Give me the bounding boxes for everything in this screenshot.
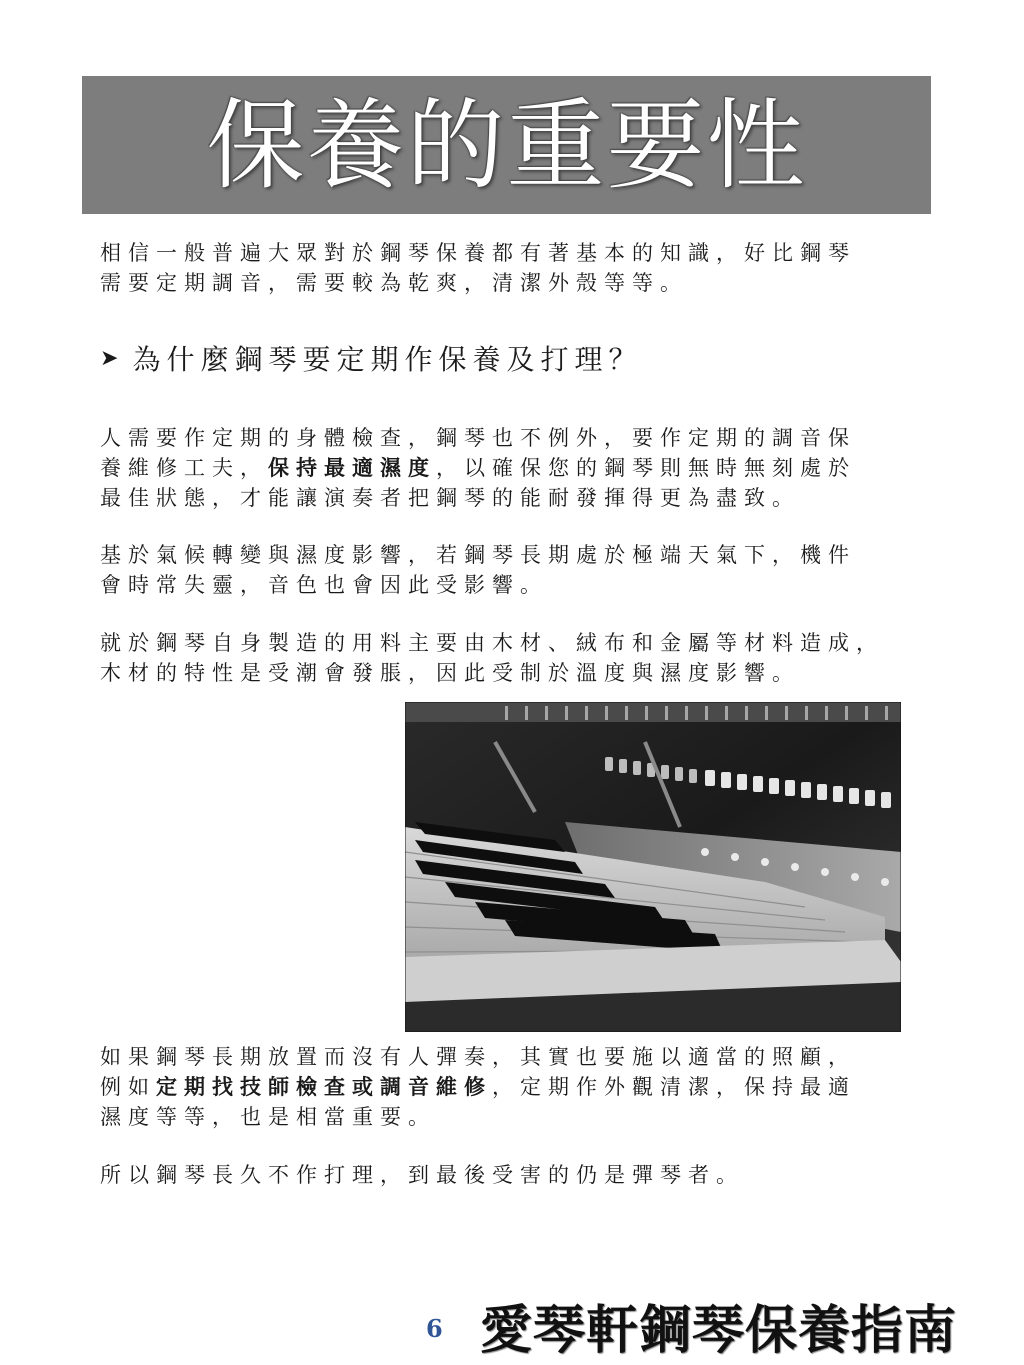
paragraph-checkup-line-1: 人需要作定期的身體檢查，鋼琴也不例外，要作定期的調音保 bbox=[100, 426, 856, 450]
paragraph-idle-care-line-2 bbox=[100, 1072, 950, 1102]
paragraph-checkup bbox=[100, 423, 950, 513]
section-question bbox=[100, 338, 642, 378]
text-run: ，以確保您的鋼琴則無時無刻處於 bbox=[436, 456, 856, 480]
text-run: 養維修工夫， bbox=[100, 456, 268, 480]
text-run: ，定期作外觀清潔，保持最適 bbox=[492, 1075, 856, 1099]
piano-action-photo bbox=[405, 702, 901, 1032]
emphasis-humidity: 保持最適濕度 bbox=[268, 456, 436, 480]
question-text: 為什麼鋼琴要定期作保養及打理？ bbox=[132, 343, 643, 376]
title-banner bbox=[82, 76, 931, 214]
intro-line-2: 需要定期調音，需要較為乾爽，清潔外殼等等。 bbox=[100, 271, 688, 295]
text-run: 例如 bbox=[100, 1075, 156, 1099]
intro-paragraph bbox=[100, 238, 950, 298]
paragraph-materials-line-1: 就於鋼琴自身製造的用料主要由木材、絨布和金屬等材料造成， bbox=[100, 631, 884, 655]
page-title: 保養的重要性 bbox=[206, 89, 807, 203]
paragraph-climate bbox=[100, 540, 950, 600]
emphasis-technician: 定期找技師檢查或調音維修 bbox=[156, 1075, 492, 1099]
paragraph-climate-line-1: 基於氣候轉變與濕度影響，若鋼琴長期處於極端天氣下，機件 bbox=[100, 543, 856, 567]
paragraph-checkup-line-3: 最佳狀態，才能讓演奏者把鋼琴的能耐發揮得更為盡致。 bbox=[100, 486, 800, 510]
intro-line-1: 相信一般普遍大眾對於鋼琴保養都有著基本的知識，好比鋼琴 bbox=[100, 241, 856, 265]
footer-brand-title: 愛琴軒鋼琴保養指南 bbox=[480, 1301, 958, 1361]
paragraph-climate-line-2: 會時常失靈，音色也會因此受影響。 bbox=[100, 573, 548, 597]
paragraph-idle-care-line-1: 如果鋼琴長期放置而沒有人彈奏，其實也要施以適當的照顧， bbox=[100, 1045, 856, 1069]
paragraph-materials-line-2: 木材的特性是受潮會發脹，因此受制於溫度與濕度影響。 bbox=[100, 661, 800, 685]
arrow-bullet-icon: ➤ bbox=[100, 345, 119, 371]
paragraph-idle-care-line-3: 濕度等等，也是相當重要。 bbox=[100, 1105, 436, 1129]
paragraph-conclusion-line-1: 所以鋼琴長久不作打理，到最後受害的仍是彈琴者。 bbox=[100, 1163, 744, 1187]
paragraph-materials bbox=[100, 628, 950, 688]
page-number: 6 bbox=[426, 1314, 443, 1343]
paragraph-idle-care bbox=[100, 1042, 950, 1132]
paragraph-conclusion bbox=[100, 1160, 950, 1190]
paragraph-checkup-line-2 bbox=[100, 453, 950, 483]
